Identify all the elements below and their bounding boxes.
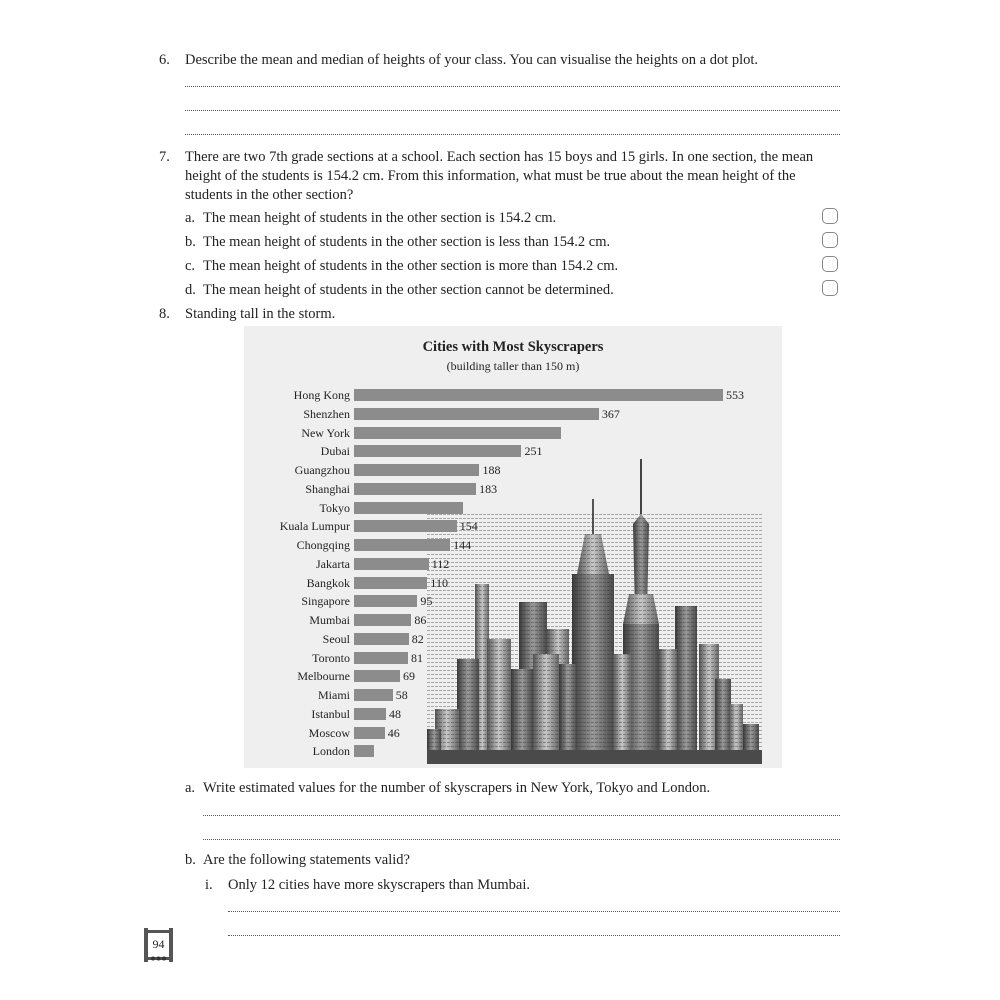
bar-dubai [354, 445, 521, 457]
q8a-text: Write estimated values for the number of skyscrapers in New York, Tokyo and London. [203, 780, 711, 796]
bar-miami [354, 689, 393, 701]
city-label-london: London [312, 744, 350, 759]
q8b-i-answer-line-2[interactable] [228, 935, 840, 936]
value-label-dubai: 251 [524, 444, 543, 459]
q7-text: There are two 7th grade sections at a school. Each section has 15 boys and 15 girls. In one section, the mean height of the students is 154.2 cm. From this information, what must be true about the mean height of the students in the other section? [185, 149, 814, 203]
bar-istanbul [354, 708, 386, 720]
q7-option-b-text: The mean height of students in the other section is less than 154.2 cm. [203, 234, 611, 250]
value-label-shanghai: 183 [479, 481, 498, 496]
skyscraper-chart [244, 326, 782, 768]
value-label-melbourne: 69 [403, 669, 416, 684]
value-label-mumbai: 86 [414, 613, 427, 627]
value-label-moscow: 46 [387, 725, 400, 740]
value-label-chongqing: 144 [453, 538, 472, 552]
value-label-istanbul: 48 [389, 706, 402, 721]
city-label-tokyo: Tokyo [319, 500, 350, 515]
page-number-badge [143, 928, 174, 962]
q6-text: Describe the mean and median of heights of your class. You can visualise the heights on a dot plot. [185, 52, 759, 68]
city-label-chongqing: Chongqing [296, 538, 350, 552]
city-label-bangkok: Bangkok [306, 575, 350, 590]
q7-option-c-letter: c. [185, 258, 196, 274]
value-label-shenzhen: 367 [601, 406, 620, 421]
bar-toronto [354, 652, 408, 664]
city-label-jakarta: Jakarta [316, 556, 350, 571]
q8b-letter: b. [185, 852, 196, 868]
value-label-bangkok: 110 [430, 575, 448, 590]
q7-number: 7. [159, 149, 170, 165]
city-label-toronto: Toronto [312, 650, 350, 665]
chart-title: Cities with Most Skyscrapers [422, 339, 604, 355]
q7-option-c-checkbox[interactable] [822, 256, 838, 272]
value-label-singapore: 95 [420, 594, 433, 609]
bar-london [354, 745, 374, 757]
city-label-guangzhou: Guangzhou [294, 463, 350, 477]
value-label-toronto: 81 [411, 650, 424, 665]
skyline-illustration [427, 454, 762, 764]
bar-mumbai [354, 614, 411, 626]
q7-option-b-checkbox[interactable] [822, 232, 838, 248]
bar-jakarta [354, 558, 429, 570]
bar-chongqing [354, 539, 450, 551]
bar-kuala-lumpur [354, 520, 457, 532]
q8b-text: Are the following statements valid? [203, 852, 410, 868]
city-label-singapore: Singapore [301, 594, 350, 609]
city-label-moscow: Moscow [308, 725, 350, 740]
bar-moscow [354, 727, 385, 739]
q6-number: 6. [159, 52, 170, 68]
value-label-jakarta: 112 [431, 556, 450, 571]
q8-number: 8. [159, 306, 170, 322]
q7-option-c-text: The mean height of students in the other section is more than 154.2 cm. [203, 258, 619, 274]
value-label-seoul: 82 [411, 631, 424, 646]
q6-answer-line-2[interactable] [185, 110, 840, 111]
city-label-mumbai: Mumbai [309, 613, 350, 627]
city-label-miami: Miami [318, 688, 350, 702]
chart-subtitle: (building taller than 150 m) [446, 359, 580, 373]
bar-hong-kong [354, 389, 723, 401]
bar-melbourne [354, 670, 400, 682]
q7-option-d-checkbox[interactable] [822, 280, 838, 296]
bar-new-york [354, 427, 561, 439]
city-label-seoul: Seoul [322, 631, 350, 646]
bar-tokyo [354, 502, 463, 514]
q7-option-a-letter: a. [185, 210, 196, 226]
q8a-answer-line-2[interactable] [203, 839, 840, 840]
q6-answer-line-1[interactable] [185, 86, 840, 87]
bar-bangkok [354, 577, 427, 589]
bar-shenzhen [354, 408, 599, 420]
bar-shanghai [354, 483, 476, 495]
bar-seoul [354, 633, 409, 645]
q8-text: Standing tall in the storm. [185, 306, 336, 322]
q8a-answer-line-1[interactable] [203, 815, 840, 816]
city-label-melbourne: Melbourne [297, 669, 350, 684]
q8b-i-text: Only 12 cities have more skyscrapers than Mumbai. [228, 877, 531, 893]
q7-option-a-checkbox[interactable] [822, 208, 838, 224]
q7-option-d-text: The mean height of students in the other section cannot be determined. [203, 282, 614, 298]
city-label-istanbul: Istanbul [311, 706, 350, 721]
city-label-kuala-lumpur: Kuala Lumpur [279, 519, 350, 534]
q7-option-a-text: The mean height of students in the other section is 154.2 cm. [203, 210, 557, 226]
bar-singapore [354, 595, 417, 607]
q8b-i-answer-line-1[interactable] [228, 911, 840, 912]
q8a-letter: a. [185, 780, 196, 796]
city-label-new-york: New York [301, 425, 350, 440]
city-label-hong-kong: Hong Kong [293, 388, 350, 402]
q7-option-d-letter: d. [185, 282, 196, 298]
q8b-i-number: i. [205, 877, 213, 893]
bar-guangzhou [354, 464, 479, 476]
page-number: 94 [152, 937, 165, 951]
city-label-shanghai: Shanghai [305, 481, 350, 496]
value-label-kuala-lumpur: 154 [459, 519, 478, 534]
value-label-miami: 58 [395, 688, 408, 702]
value-label-hong-kong: 553 [726, 388, 744, 402]
q6-answer-line-3[interactable] [185, 134, 840, 135]
city-label-shenzhen: Shenzhen [303, 406, 350, 421]
city-label-dubai: Dubai [320, 444, 350, 459]
q7-option-b-letter: b. [185, 234, 196, 250]
value-label-guangzhou: 188 [482, 463, 501, 477]
